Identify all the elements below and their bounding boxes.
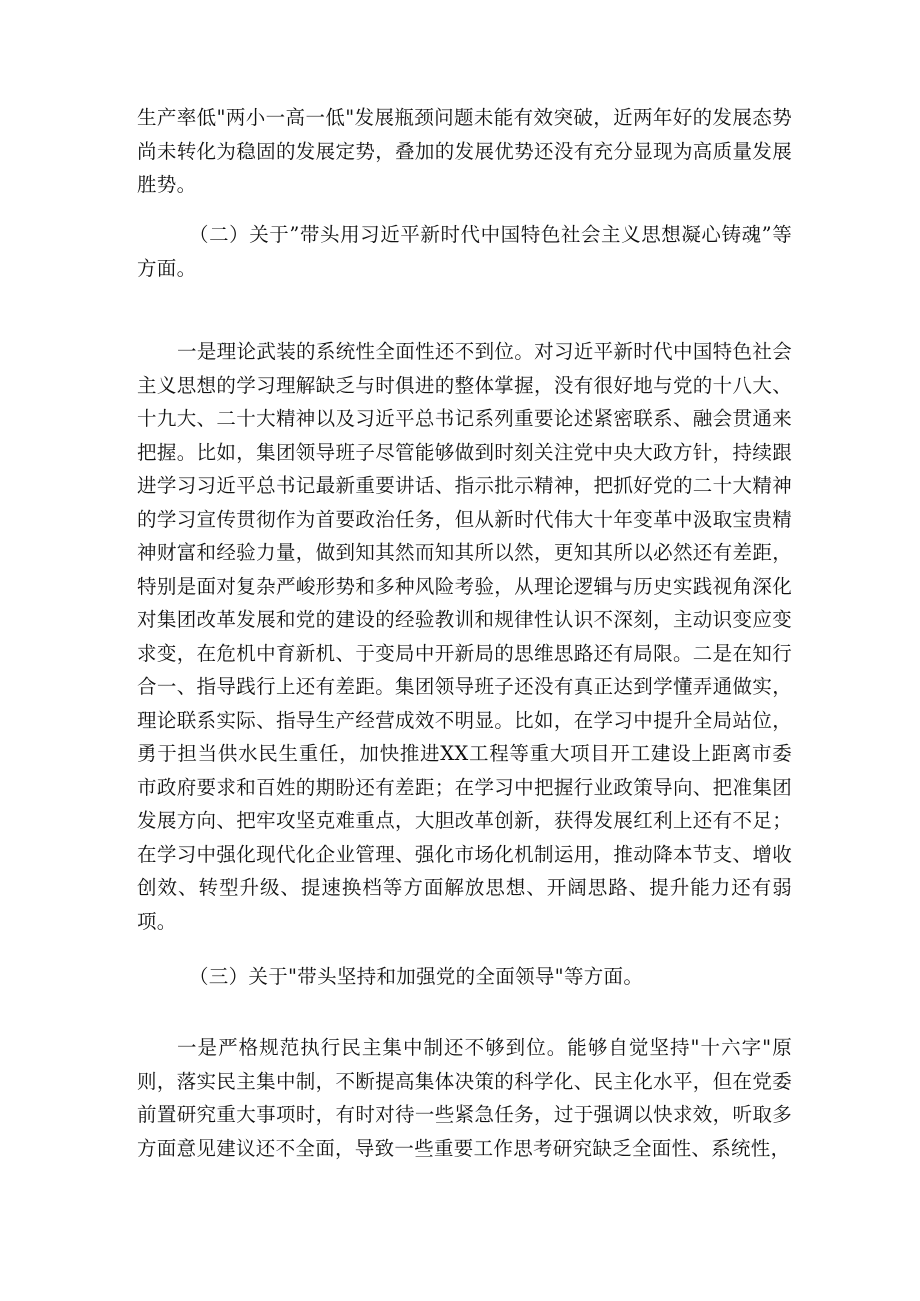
section-heading-two: （二）关于”带头用习近平新时代中国特色社会主义思想凝心铸魂”等方面。 — [137, 223, 792, 280]
paragraph-theory: 一是理论武装的系统性全面性还不到位。对习近平新时代中国特色社会主义思想的学习理解缺乏与时俱进的整体掌握，没有很好地与党的十八大、十九大、二十大精神以及习近平总书记系列重要论述紧密联系、融会贯通来把握。比如，集团领导班子尽管能够做到时刻关注党中央大政方针，持续跟进学习习近平总书记最新重要讲话、指示批示精神，把抓好党的二十大精神的学习宣传贯彻作为首要政治任务，但从新时代伟大十年变革中汲取宝贵精神财富和经验力量，做到知其然而知其所以然，更知其所以必然还有差距，特别是面对复杂严峻形势和多种风险考验，从理论逻辑与历史实践视角深化对集团改革发展和党的建设的经验教训和规律性认识不深刻，主动识变应变求变，在危机中育新机、于变局中开新局的思维思路还有局限。二是在知行合一、指导践行上还有差距。集团领导班子还没有真正达到学懂弄通做实，理论联系实际、指导生产经营成效不明显。比如，在学习中提升全局站位，勇于担当供水民生重任，加快推进XX工程等重大项目开工建设上距离市委市政府要求和百姓的期盼还有差距；在学习中把握行业政策导向、把准集团发展方向、把牢攻坚克难重点，大胆改革创新，获得发展红利上还有不足；在学习中强化现代化企业管理、强化市场化机制运用，推动降本节支、增收创效、转型升级、提速换档等方面解放思想、开阔思路、提升能力还有弱项。 — [137, 340, 792, 933]
paragraph-continuation: 生产率低"两小一高一低"发展瓶颈问题未能有效突破，近两年好的发展态势尚未转化为稳固的发展定势，叠加的发展优势还没有充分显现为高质量发展胜势。 — [137, 106, 792, 196]
paragraph-democratic-centralism: 一是严格规范执行民主集中制还不够到位。能够自觉坚持"十六字"原则，落实民主集中制，不断提高集体决策的科学化、民主化水平，但在党委前置研究重大事项时，有时对待一些紧急任务，过于强调以快求效，听取多方面意见建议还不全面，导致一些重要工作思考研究缺乏全面性、系统性， — [137, 1036, 792, 1160]
section-heading-three: （三）关于"带头坚持和加强党的全面领导"等方面。 — [189, 965, 644, 988]
